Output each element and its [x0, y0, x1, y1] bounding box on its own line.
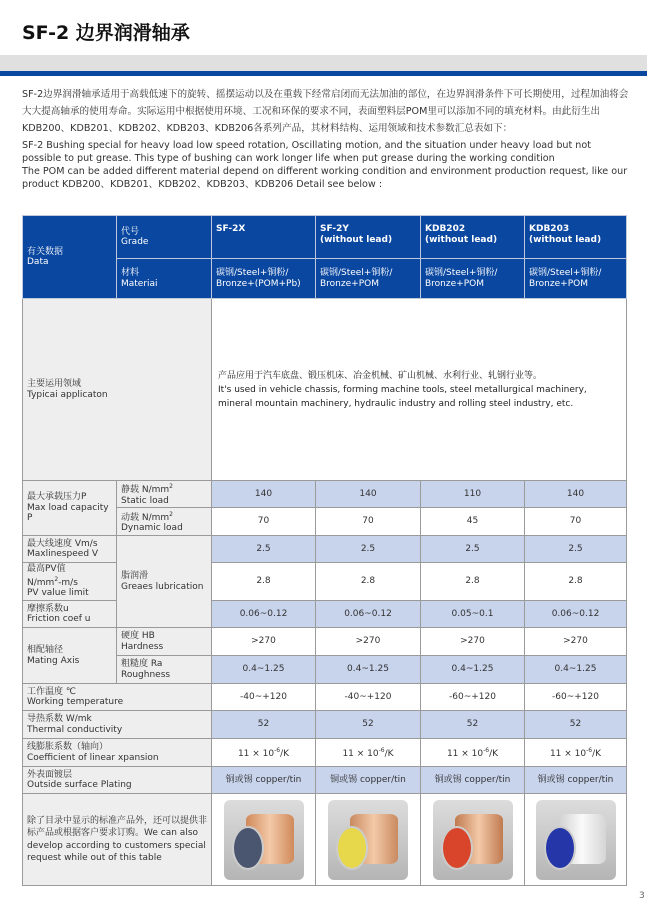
- intro-english: [22, 139, 632, 191]
- header-band: [0, 55, 647, 71]
- dynamic-value: 70: [525, 508, 627, 536]
- roughness-value: 0.4~1.25: [212, 656, 316, 684]
- material-cell: 碳钢/Steel+铜粉/ Bronze+POM: [525, 259, 627, 299]
- dynamic-value: 45: [421, 508, 525, 536]
- bearing-image-sf2x: [212, 794, 316, 886]
- hardness-label: 硬度 HB Hardness: [117, 628, 212, 656]
- bearing-image-kdb202: [421, 794, 525, 886]
- friction-label: 摩擦系数u Friction coef u: [23, 601, 117, 628]
- temp-value: -60~+120: [525, 684, 627, 711]
- material-cell: 碳钢/Steel+铜粉/ Bronze+(POM+Pb): [212, 259, 316, 299]
- grade-header: 代号 Grade: [117, 216, 212, 259]
- temp-label: 工作温度 ℃ Working temperature: [23, 684, 212, 711]
- coef-value: $11 \times 10^{-6}/K$: [316, 739, 421, 767]
- hardness-value: >270: [212, 628, 316, 656]
- material-cell: 碳钢/Steel+铜粉/ Bronze+POM: [421, 259, 525, 299]
- spec-table: [22, 215, 627, 886]
- speed-value: 2.5: [316, 536, 421, 563]
- friction-value: 0.06~0.12: [316, 601, 421, 628]
- pv-value: 2.8: [525, 563, 627, 601]
- thermal-value: 52: [316, 711, 421, 739]
- roughness-label: 粗糙度 Ra Roughness: [117, 656, 212, 684]
- mating-label: 相配轴径 Mating Axis: [23, 628, 117, 684]
- thermal-value: 52: [421, 711, 525, 739]
- grade-col: SF-2X: [212, 216, 316, 259]
- plating-label: 外表面镀层 Outside surface Plating: [23, 767, 212, 794]
- pv-value: 2.8: [316, 563, 421, 601]
- data-header: 有关数据 Data: [23, 216, 117, 299]
- speed-value: 2.5: [525, 536, 627, 563]
- intro-en-2: The POM can be added different material depend on different working condition and environment production request, like our product KDB200、KDB201、KDB202、KDB203、KDB206 Detail see below :: [22, 166, 628, 190]
- thermal-label: 导热系数 W/mk Thermal conductivity: [23, 711, 212, 739]
- static-value: 110: [421, 481, 525, 508]
- static-value: 140: [316, 481, 421, 508]
- max-load-label: 最大承载压力P Max load capacity P: [23, 481, 117, 536]
- pv-value: 2.8: [212, 563, 316, 601]
- intro-chinese: SF-2边界润滑轴承适用于高载低速下的旋转、摇摆运动以及在重载下经常启闭而无法加油的部位，在边界润滑条件下可长期使用，过程加油将会大大提高轴承的使用寿命。实际运用中根据使用环境、工况和环保的要求不同，表面塑料层POM里可以添加不同的填充材料。由此衍生出KDB200、KDB201、KDB202、KDB203、KDB206各系列产品，其材料结构、运用领域和技术参数汇总表如下：: [22, 89, 629, 134]
- static-load-label: 静载 $N/mm^2$ Static load: [117, 481, 212, 508]
- friction-value: 0.06~0.12: [212, 601, 316, 628]
- dynamic-value: 70: [316, 508, 421, 536]
- temp-value: -60~+120: [421, 684, 525, 711]
- roughness-value: 0.4~1.25: [316, 656, 421, 684]
- temp-value: -40~+120: [212, 684, 316, 711]
- page-title: SF-2 边界润滑轴承: [22, 22, 190, 44]
- grade-col: SF-2Y (without lead): [316, 216, 421, 259]
- bearing-image-kdb203: [525, 794, 627, 886]
- pv-value: 2.8: [421, 563, 525, 601]
- grease-label: 脂润滑 Greaes lubrication: [117, 536, 212, 628]
- intro-en-1: SF-2 Bushing special for heavy load low speed rotation, Oscillating motion, and the situation under heavy load but not possible to put grease. This type of bushing can work longer life when put grease during the working condition: [22, 140, 592, 164]
- plating-value: 铜或锡 copper/tin: [316, 767, 421, 794]
- speed-value: 2.5: [421, 536, 525, 563]
- static-value: 140: [525, 481, 627, 508]
- speed-value: 2.5: [212, 536, 316, 563]
- roughness-value: 0.4~1.25: [525, 656, 627, 684]
- dynamic-load-label: 动载 $N/mm^2$ Dynamic load: [117, 508, 212, 536]
- dynamic-value: 70: [212, 508, 316, 536]
- grade-col: KDB202 (without lead): [421, 216, 525, 259]
- material-cell: 碳钢/Steel+铜粉/ Bronze+POM: [316, 259, 421, 299]
- application-text: 产品应用于汽车底盘、锻压机床、冶金机械、矿山机械、水利行业、轧钢行业等。 It's used in vehicle chassis, forming machine tools, steel metallurgical machinery, mineral mountain machinery, hydraulic industry and rolling steel industry, etc.: [212, 299, 627, 481]
- application-label: 主要运用领域 Typicai applicaton: [23, 299, 212, 481]
- temp-value: -40~+120: [316, 684, 421, 711]
- thermal-value: 52: [525, 711, 627, 739]
- static-value: 140: [212, 481, 316, 508]
- hardness-value: >270: [421, 628, 525, 656]
- coef-value: $11 \times 10^{-6}/K$: [421, 739, 525, 767]
- header-rule: [0, 71, 647, 76]
- custom-note: 除了目录中显示的标准产品外，还可以提供非标产品或根据客户要求订购。We can also develop according to customers special request while out of this table: [23, 794, 212, 886]
- plating-value: 铜或锡 copper/tin: [525, 767, 627, 794]
- coef-value: $11 \times 10^{-6}/K$: [212, 739, 316, 767]
- bearing-image-sf2y: [316, 794, 421, 886]
- hardness-value: >270: [525, 628, 627, 656]
- plating-value: 铜或锡 copper/tin: [212, 767, 316, 794]
- coef-label: 线膨胀系数（轴向） Coefficient of linear xpansion: [23, 739, 212, 767]
- friction-value: 0.05~0.1: [421, 601, 525, 628]
- thermal-value: 52: [212, 711, 316, 739]
- speed-label: 最大线速度 Vm/s Maxlinespeed V: [23, 536, 117, 563]
- material-header: 材料 Materiai: [117, 259, 212, 299]
- grade-col: KDB203 (without lead): [525, 216, 627, 259]
- roughness-value: 0.4~1.25: [421, 656, 525, 684]
- pv-label: 最高PV值 $N/mm^2-m/s$ PV value limit: [23, 563, 117, 601]
- page-number: 3: [639, 891, 645, 901]
- hardness-value: >270: [316, 628, 421, 656]
- friction-value: 0.06~0.12: [525, 601, 627, 628]
- plating-value: 铜或锡 copper/tin: [421, 767, 525, 794]
- coef-value: $11 \times 10^{-6}/K$: [525, 739, 627, 767]
